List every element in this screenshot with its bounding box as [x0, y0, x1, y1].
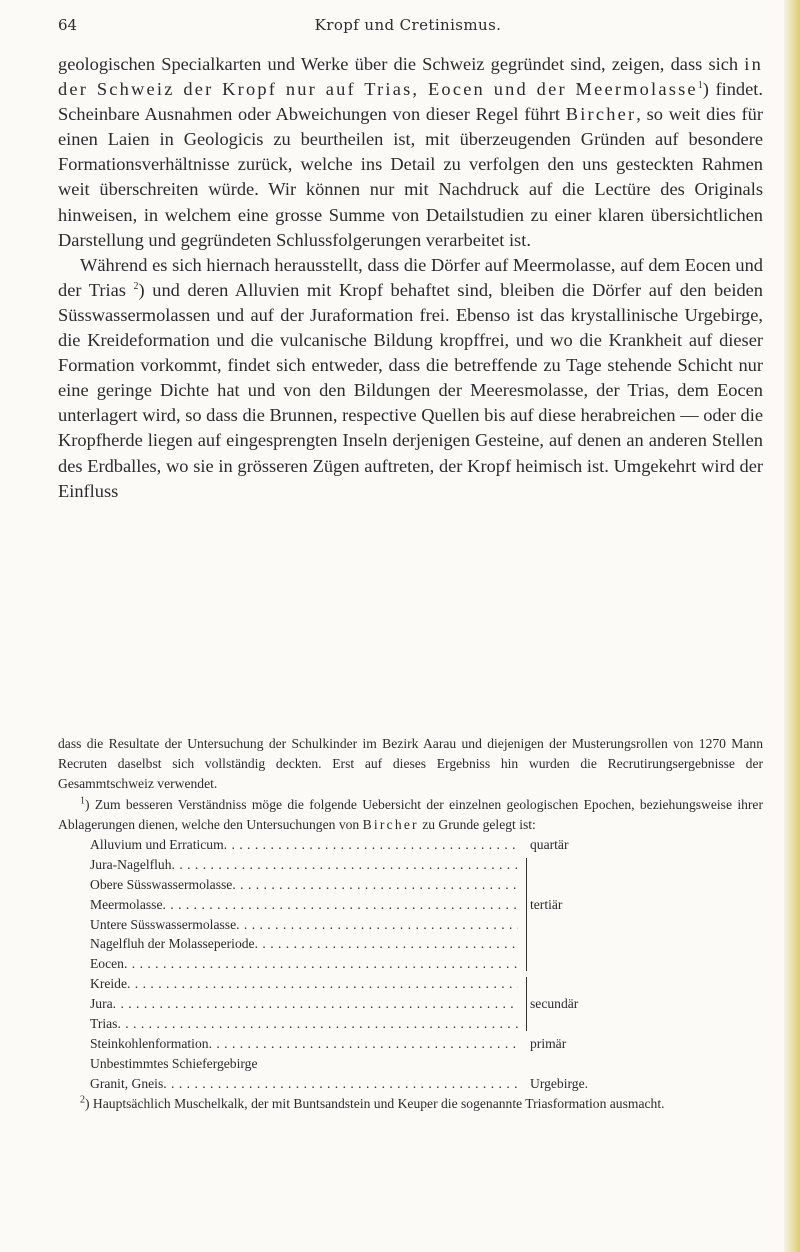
- main-text: [58, 52, 763, 504]
- table-row: [90, 1014, 720, 1034]
- table-row: [90, 835, 720, 855]
- period-label: Urgebirge.: [530, 1075, 589, 1091]
- period-label: [518, 855, 720, 875]
- page-header: [58, 16, 758, 40]
- leader-dots: [209, 1034, 518, 1054]
- paragraph-2: Während es sich hiernach herausstellt, dass die Dörfer auf Meermolasse, auf dem Eocen und der Trias $^2$) und deren Alluvien mit Kropf behaftet sind, bleiben die Dörfer auf den beiden Süsswassermolassen und auf der Juraformation frei. Ebenso ist das krystallinische Urgebirge, die Kreideformation und die vulcanische Bildung kropffrei, und wo die Krankheit auf dieser Formation vorkommt, findet sich entweder, dass die betreffende zu Tage stehende Schicht nur eine geringe Dichte hat und von den Bildungen der Meeresmolasse, der Trias, dem Eocen unterlagert wird, so dass die Brunnen, respective Quellen bis auf diese herabreichen — oder die Kropfherde liegen auf eingesprengten Inseln derjenigen Gesteine, auf denen an anderen Stellen des Erdballes, wo sie in grösseren Zügen auftreten, der Kropf heimisch ist. Umgekehrt wird der Einfluss: [58, 254, 763, 501]
- leader-dots: [117, 1014, 518, 1034]
- formation-label: Nagelfluh der Molasseperiode: [90, 936, 255, 952]
- leader-dots: [232, 875, 518, 895]
- period-label: secundär: [530, 996, 579, 1012]
- geological-epochs-table: [90, 835, 720, 1094]
- table-row: [90, 954, 720, 974]
- spaced-emphasis: in der Schweiz der Kropf nur auf Trias, Eocen und der Meermolasse: [58, 54, 763, 100]
- period-label: [518, 915, 720, 935]
- period-label: [518, 954, 720, 974]
- leader-dots: [172, 855, 518, 875]
- formation-label: Granit, Gneis: [90, 1075, 164, 1091]
- period-label: primär: [530, 1035, 567, 1051]
- footnote-2: $^2$) Hauptsächlich Muschelkalk, der mit Buntsandstein und Keuper die sogenannte Triasformation ausmacht.: [80, 1094, 665, 1111]
- group-bracket: [526, 977, 527, 1031]
- formation-label: Trias: [90, 1016, 118, 1032]
- footnotes: [58, 734, 763, 1114]
- footnote-ref-2: 2: [133, 280, 139, 292]
- formation-label: Steinkohlenformation: [90, 1035, 209, 1051]
- author-name: Bircher: [565, 104, 637, 125]
- period-label: [518, 1054, 720, 1074]
- table-row: [90, 1034, 720, 1054]
- paragraph-1: geologischen Specialkarten und Werke über die Schweiz gegründet sind, zeigen, dass sich in der Schweiz der Kropf nur auf Trias, Eocen und der Meermolasse$^1$) findet. Scheinbare Ausnahmen oder Abweichungen von dieser Regel führt Bircher, so weit dies für einen Laien in Geologicis zu beurtheilen ist, mit überzeugenden Gründen auf besondere Formationsverhältnisse zurück, welche ins Detail zu verfolgen den uns gesteckten Rahmen weit überschreiten würde. Wir können nur mit Nachdruck auf die Lectüre des Originals hinweisen, in welchem eine grosse Summe von Detailstudien zu einer klaren übersichtlichen Darstellung und gegründeten Schlussfolgerungen verarbeitet ist.: [58, 54, 763, 250]
- table-row: [90, 895, 720, 915]
- period-label: [518, 934, 720, 954]
- formation-label: Eocen: [90, 956, 124, 972]
- footnote-1: $^1$) Zum besseren Verständniss möge die folgende Uebersicht der einzelnen geologischen Epochen, beziehungsweise ihrer Ablagerungen dienen, welche den Untersuchungen von Bircher zu Grunde gelegt ist:: [58, 795, 763, 832]
- formation-label: Jura: [90, 996, 113, 1012]
- table-row: [90, 1074, 720, 1094]
- footnote-continuation: dass die Resultate der Untersuchung der Schulkinder im Bezirk Aarau und diejenigen der Musterungsrollen von 1270 Mann Recruten daselbst sich vollständig deckten. Erst auf dieses Ergebniss hin wurden die Recrutirungsergebnisse der Gesammtschweiz verwendet.: [58, 736, 763, 792]
- leader-dots: [127, 974, 518, 994]
- formation-label: Kreide: [90, 976, 127, 992]
- formation-label: Untere Süsswassermolasse: [90, 916, 237, 932]
- formation-label: Meermolasse: [90, 896, 163, 912]
- period-label: [518, 1014, 720, 1034]
- leader-dots: [236, 915, 518, 935]
- footnote-ref-1: 1: [697, 79, 703, 91]
- formation-label: Unbestimmtes Schiefergebirge: [90, 1055, 258, 1071]
- leader-dots: [113, 994, 518, 1014]
- leader-dots: [224, 835, 518, 855]
- table-row: [90, 1054, 720, 1074]
- table-row: [90, 875, 720, 895]
- formation-label: Alluvium und Erraticum: [90, 837, 224, 853]
- author-name: Bircher: [362, 816, 419, 832]
- running-title: Kropf und Cretinismus.: [314, 16, 502, 34]
- group-bracket: [526, 858, 527, 971]
- table-row: [90, 974, 720, 994]
- leader-dots: [163, 1074, 518, 1094]
- leader-dots: [255, 934, 518, 954]
- leader-dots: [124, 954, 518, 974]
- page-number: 64: [58, 16, 78, 34]
- formation-label: Jura-Nagelfluh: [90, 856, 172, 872]
- formation-label: Obere Süsswassermolasse: [90, 876, 233, 892]
- table-row: [90, 915, 720, 935]
- table-row: [90, 994, 720, 1014]
- period-label: [518, 875, 720, 895]
- leader-dots: [162, 895, 518, 915]
- page-edge-strip: [784, 0, 800, 1252]
- period-label: quartär: [530, 837, 569, 853]
- table-row: [90, 855, 720, 875]
- period-label: tertiär: [530, 896, 563, 912]
- period-label: [518, 974, 720, 994]
- table-row: [90, 934, 720, 954]
